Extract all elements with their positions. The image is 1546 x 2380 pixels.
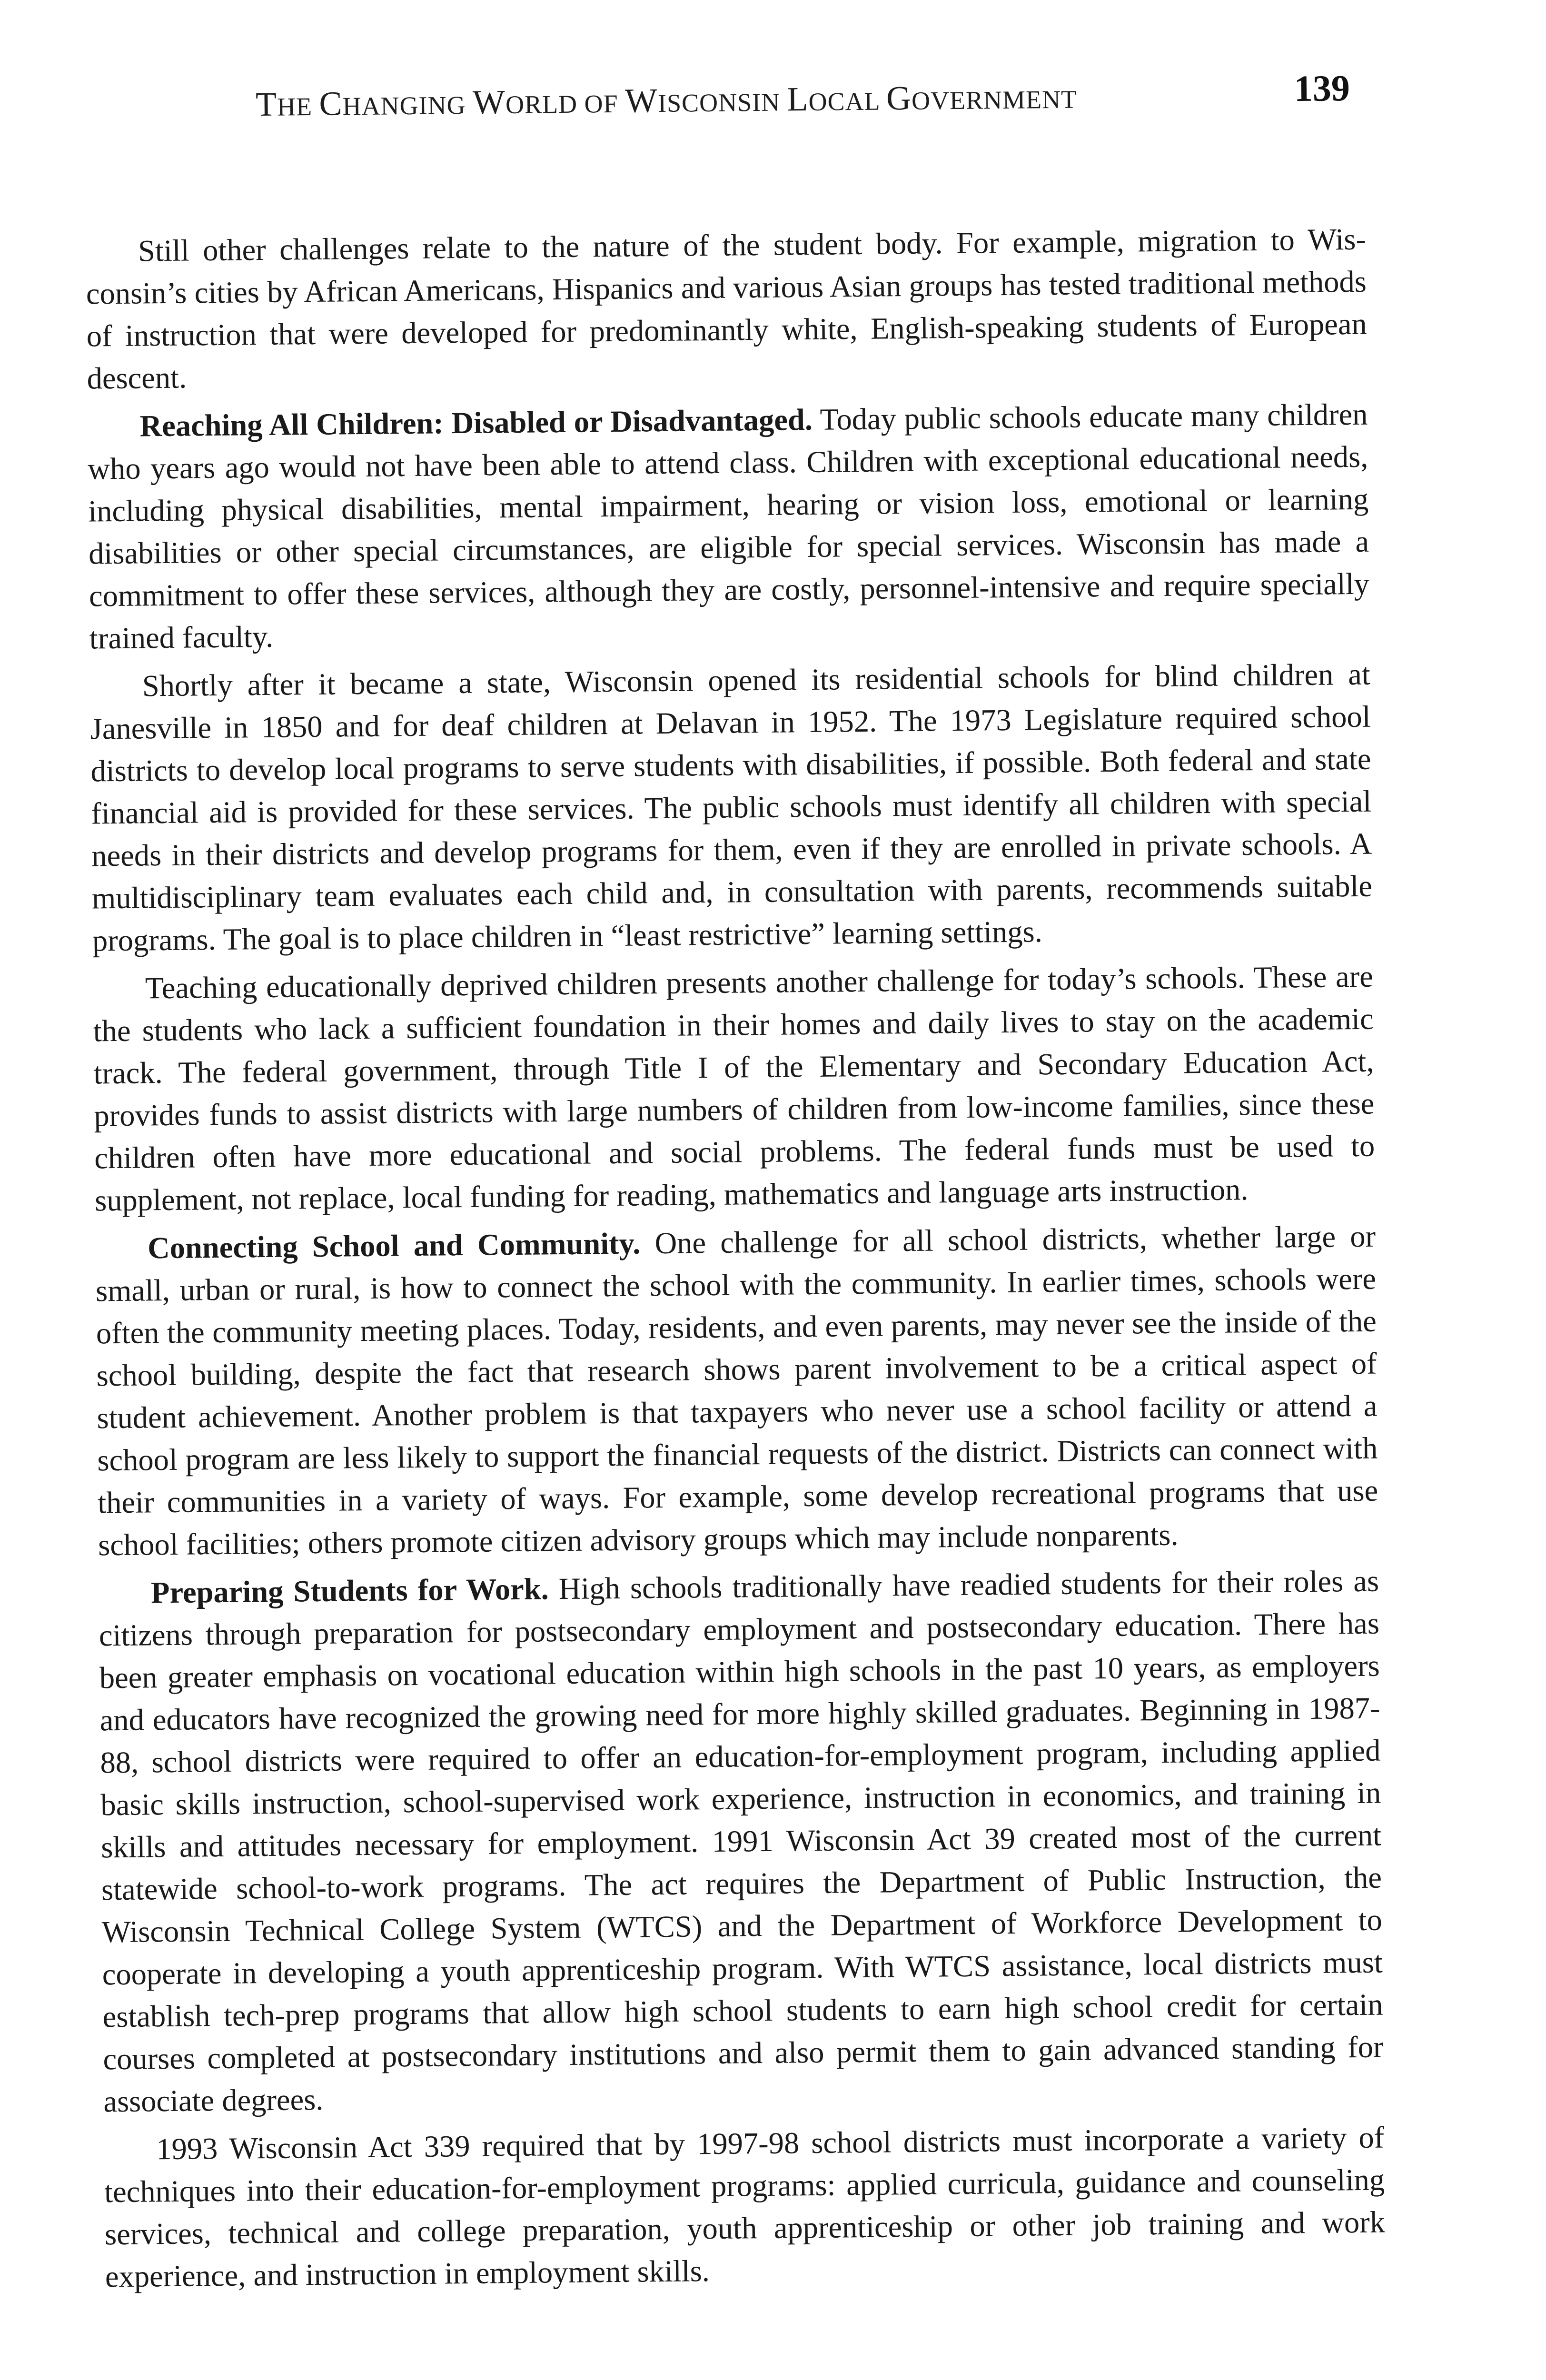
running-head <box>256 77 1078 125</box>
running-head-word: CHANGING <box>319 84 473 123</box>
paragraph-text: Today public schools educate many children who years ago would not have been able to attend class. Children with exceptional educational needs, including physical disabilities, mental impairment, hearing or vision loss, emotional or learning disabilities or other special circumstances, are eligible for special services. Wisconsin has made a commitment to offer these services, although they are costly, personnel-intensive and require specially trained faculty. <box>88 397 1370 655</box>
running-head-word: LOCAL <box>787 79 887 119</box>
section-run-in-heading: Reaching All Children: Disabled or Disadvantaged. <box>139 402 813 443</box>
paragraph <box>104 2116 1386 2298</box>
paragraph <box>87 393 1370 660</box>
paragraph-text: One challenge for all school districts, whether large or small, urban or rural, is how to connect the school with the community. In earlier times, schools were often the community meeting places. Today, residents, and even parents, may never see the inside of the school building, despite the fact that research shows parent involvement to be a critical aspect of student achievement. Another problem is that taxpayers who never use a school facility or attend a school program are less likely to support the financial requests of the district. Districts can connect with their communities in a variety of ways. For example, some develop recreational programs that use school facilities; others promote citizen advisory groups which may include nonparents. <box>95 1219 1378 1562</box>
paragraph-text: High schools traditionally have readied students for their roles as citizens through preparation for postsecondary employment and postsecondary education. There has been greater emphasis on vocational education within high schools in the past 10 years, as employers and educators have recognized the growing need for more highly skilled graduates. Beginning in 1987-88, school districts were required to offer an education-for-employment program, including applied basic skills instruction, school-supervised work experience, instruction in economics, and training in skills and attitudes necessary for employment. 1991 Wisconsin Act 39 created most of the current statewide school-to-work programs. The act requires the Department of Public Instruction, the Wisconsin Technical College System (WTCS) and the Department of Workforce Development to cooperate in developing a youth apprenticeship program. With WTCS assistance, local districts must establish tech-prep programs that allow high school students to earn high school credit for certain courses completed at postsecondary institutions and also permit them to gain advanced standing for associate degrees. <box>99 1564 1384 2119</box>
paragraph-text: 1993 Wisconsin Act 339 required that by 1997-98 school districts must incorporate a variety of techniques into their education-for-employment programs: applied curricula, guidance and counseling services, technical and college preparation, youth apprenticeship or other job training and work experience, and instruction in employment skills. <box>104 2120 1386 2294</box>
paragraph <box>89 653 1373 962</box>
paragraph-text: Still other challenges relate to the nature of the student body. For example, migration to Wisconsin’s cities by African Americans, Hispanics and various Asian groups has tested traditional methods of instruction that were developed for predominantly white, English-speaking students of European descent. <box>86 222 1367 396</box>
paragraph-text: Teaching educationally deprived children presents another challenge for today’s schools. These are the students who lack a sufficient foundation in their homes and daily lives to stay on the academic track. The federal government, through Title I of the Elementary and Secondary Education Act, provides funds to assist districts with large numbers of children from low-income families, since these children often have more educational and social problems. The federal funds must be used to supplement, not replace, local funding for reading, mathematics and language arts instruction. <box>93 959 1375 1218</box>
running-head-word: THE <box>255 85 319 124</box>
paragraph <box>86 218 1368 400</box>
running-head-word: WORLD OF <box>472 83 625 121</box>
running-head-word: GOVERNMENT <box>886 79 1078 118</box>
running-head-word: WISCONSIN <box>624 81 787 120</box>
section-run-in-heading: Preparing Students for Work. <box>150 1572 549 1610</box>
section-run-in-heading: Connecting School and Community. <box>147 1226 641 1265</box>
paragraph <box>92 955 1375 1222</box>
page-number: 139 <box>1294 67 1350 109</box>
paragraph <box>95 1215 1379 1567</box>
paragraph-text: Shortly after it became a state, Wisconsin opened its residential schools for blind children at Janesville in 1850 and for deaf children at Delavan in 1952. The 1973 Legislature required school districts to develop local programs to serve students with disabilities, if possible. Both federal and state financial aid is provided for these services. The public schools must identify all children with special needs in their districts and develop programs for them, even if they are enrolled in private schools. A multidisciplinary team evaluates each child and, in consultation with parents, recommends suitable programs. The goal is to place children in “least restrictive” learning settings. <box>90 657 1373 958</box>
paragraph <box>99 1560 1384 2123</box>
body-text <box>86 218 1386 2307</box>
